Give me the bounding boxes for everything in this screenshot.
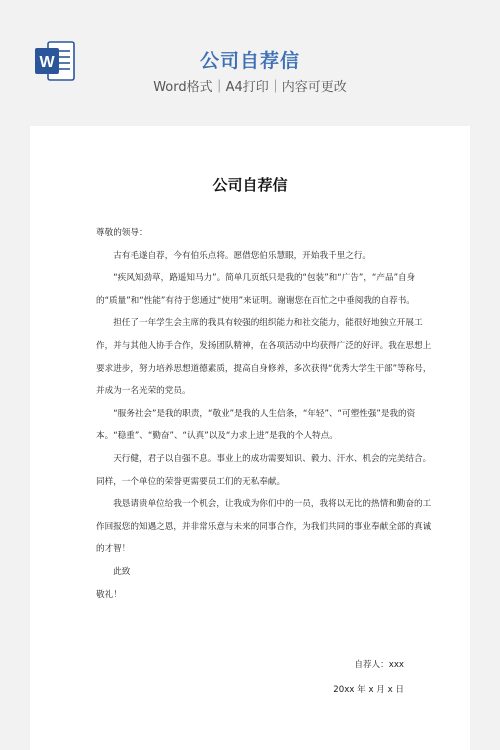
paragraph: 我恳请贵单位给我一个机会，让我成为你们中的一员，我将以无比的热情和勤奋的工作回报您的知遇之恩，并非常乐意与未来的同事合作，为我们共同的事业奉献全部的真诚的才智！ [96, 499, 432, 555]
closing-line: 此致 [113, 566, 131, 577]
document-body [96, 222, 436, 606]
page-header [0, 0, 500, 120]
paragraph: “服务社会”是我的职责，“敬业”是我的人生信条，“年轻”、“可塑性强”是我的资本。“稳重”、“勤奋”、“认真”以及“力求上进”是我的个人特点。 [96, 408, 416, 442]
page-subtitle: Word格式｜A4打印｜内容可更改 [153, 80, 347, 95]
document-page [30, 126, 470, 750]
paragraph: 古有毛遂自荐，今有伯乐点将。愿借您伯乐慧眼，开始我千里之行。 [113, 250, 372, 261]
closing-greeting: 敬礼！ [96, 589, 122, 600]
paragraph: 担任了一年学生会主席的我具有较强的组织能力和社交能力，能很好地独立开展工作，并与其他人协手合作，发扬团队精神，在各项活动中均获得广泛的好评。我在思想上要求进步，努力培养思想道德素质，提高自身修养，多次获得“优秀大学生干部”等称号，并成为一名光荣的党员。 [96, 318, 432, 397]
page-title: 公司自荐信 [199, 50, 300, 72]
paragraph: “疾风知劲草，路遥知马力”。简单几页纸只是我的“包装”和“广告”，“产品”自身的“质量”和“性能”有待于您通过“使用”来证明。谢谢您在百忙之中垂阅我的自荐书。 [96, 273, 416, 306]
date: 20xx 年 x 月 x 日 [333, 685, 404, 695]
signer: 自荐人：xxx [354, 660, 404, 670]
salutation: 尊敬的领导： [96, 228, 148, 238]
document-title: 公司自荐信 [212, 176, 288, 194]
paragraph: 天行健，君子以自强不息。事业上的成功需要知识、毅力、汗水、机会的完美结合。同样，一个单位的荣誉更需要员工们的无私奉献。 [96, 453, 432, 487]
svg-text:W: W [39, 54, 55, 71]
